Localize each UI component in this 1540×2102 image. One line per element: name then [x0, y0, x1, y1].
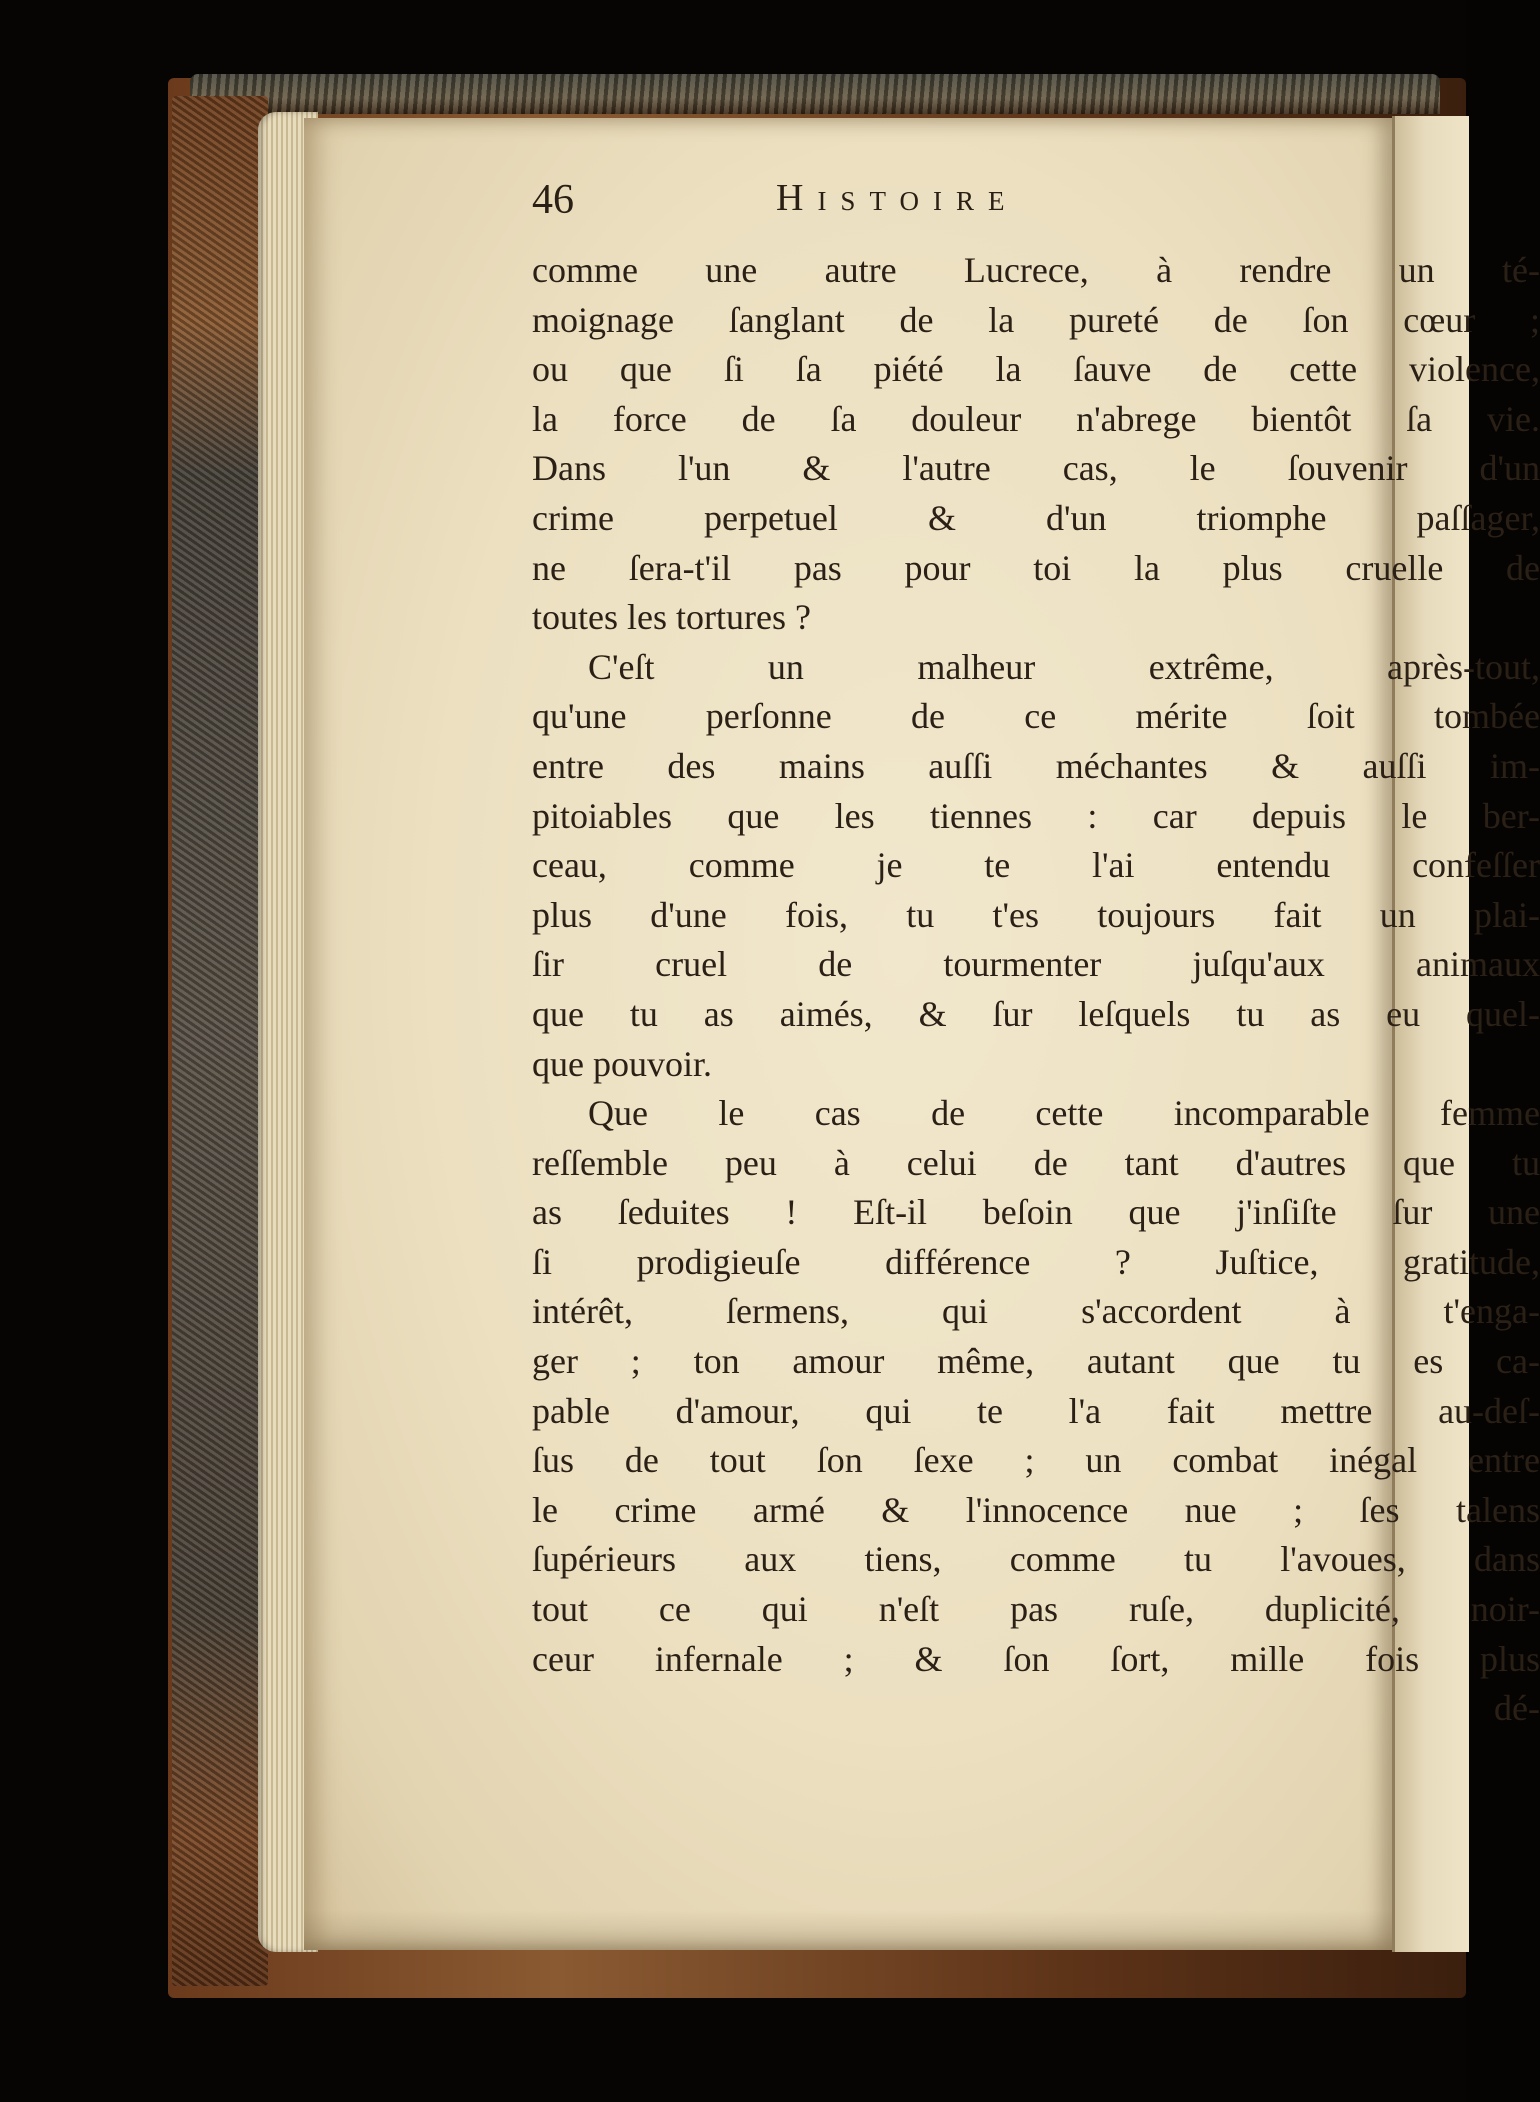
text-line: la force de ſa douleur n'abrege bientôt ſa vie. [532, 398, 1540, 439]
page-number: 46 [532, 177, 574, 223]
text-line: moignage ſanglant de la pureté de ſon cœur ; [532, 299, 1540, 340]
text-line: intérêt, ſermens, qui s'accordent à t'enga- [532, 1291, 1540, 1332]
text-line: qu'une perſonne de ce mérite ſoit tombée [532, 696, 1540, 737]
text-line: as ſeduites ! Eſt-il beſoin que j'inſiſte ſur une [532, 1192, 1540, 1233]
page-bottom-shadow [304, 1910, 1392, 1950]
text-line: plus d'une fois, tu t'es toujours fait un plai- [532, 894, 1540, 935]
text-line: que tu as aimés, & ſur leſquels tu as eu quel- [532, 993, 1540, 1034]
text-line: toutes les tortures ? [532, 597, 811, 638]
marbled-cover-edge [172, 96, 268, 1986]
text-line: reſſemble peu à celui de tant d'autres que tu [532, 1142, 1540, 1183]
text-line: ſus de tout ſon ſexe ; un combat inégal entre [532, 1440, 1540, 1481]
text-line: Que le cas de cette incomparable femme [588, 1093, 1540, 1134]
text-line: ſir cruel de tourmenter juſqu'aux animaux [532, 944, 1540, 985]
text-line: ſi prodigieuſe différence ? Juſtice, gratitude, [532, 1241, 1540, 1282]
text-line: entre des mains auſſi méchantes & auſſi im- [532, 745, 1540, 786]
text-line: crime perpetuel & d'un triomphe paſſager, [532, 497, 1540, 538]
text-line: ceau, comme je te l'ai entendu confeſſer [532, 845, 1540, 886]
body-text [532, 246, 1540, 1734]
text-line: Dans l'un & l'autre cas, le ſouvenir d'un [532, 448, 1540, 489]
catchword: dé- [1494, 1688, 1540, 1729]
text-line: ſupérieurs aux tiens, comme tu l'avoues, dans [532, 1539, 1540, 1580]
text-line: ceur infernale ; & ſon ſort, mille fois plus [532, 1638, 1540, 1679]
cover-top-edge [190, 74, 1440, 114]
text-line: ou que ſi ſa piété la ſauve de cette violence, [532, 349, 1540, 390]
text-line: ger ; ton amour même, autant que tu es ca- [532, 1341, 1540, 1382]
text-line: pitoiables que les tiennes : car depuis le ber- [532, 795, 1540, 836]
text-line: pable d'amour, qui te l'a fait mettre au-deſ- [532, 1390, 1540, 1431]
running-title: Histoire [776, 177, 1019, 219]
text-line: comme une autre Lucrece, à rendre un té- [532, 250, 1540, 290]
book-page [304, 118, 1540, 1950]
text-line: C'eſt un malheur extrême, après-tout, [588, 646, 1540, 687]
text-line: ne ſera-t'il pas pour toi la plus cruelle de [532, 547, 1540, 588]
text-line: tout ce qui n'eſt pas ruſe, duplicité, noir- [532, 1589, 1540, 1630]
text-line: le crime armé & l'innocence nue ; ſes talens [532, 1489, 1540, 1530]
text-line: que pouvoir. [532, 1043, 712, 1084]
running-head [304, 176, 1392, 236]
